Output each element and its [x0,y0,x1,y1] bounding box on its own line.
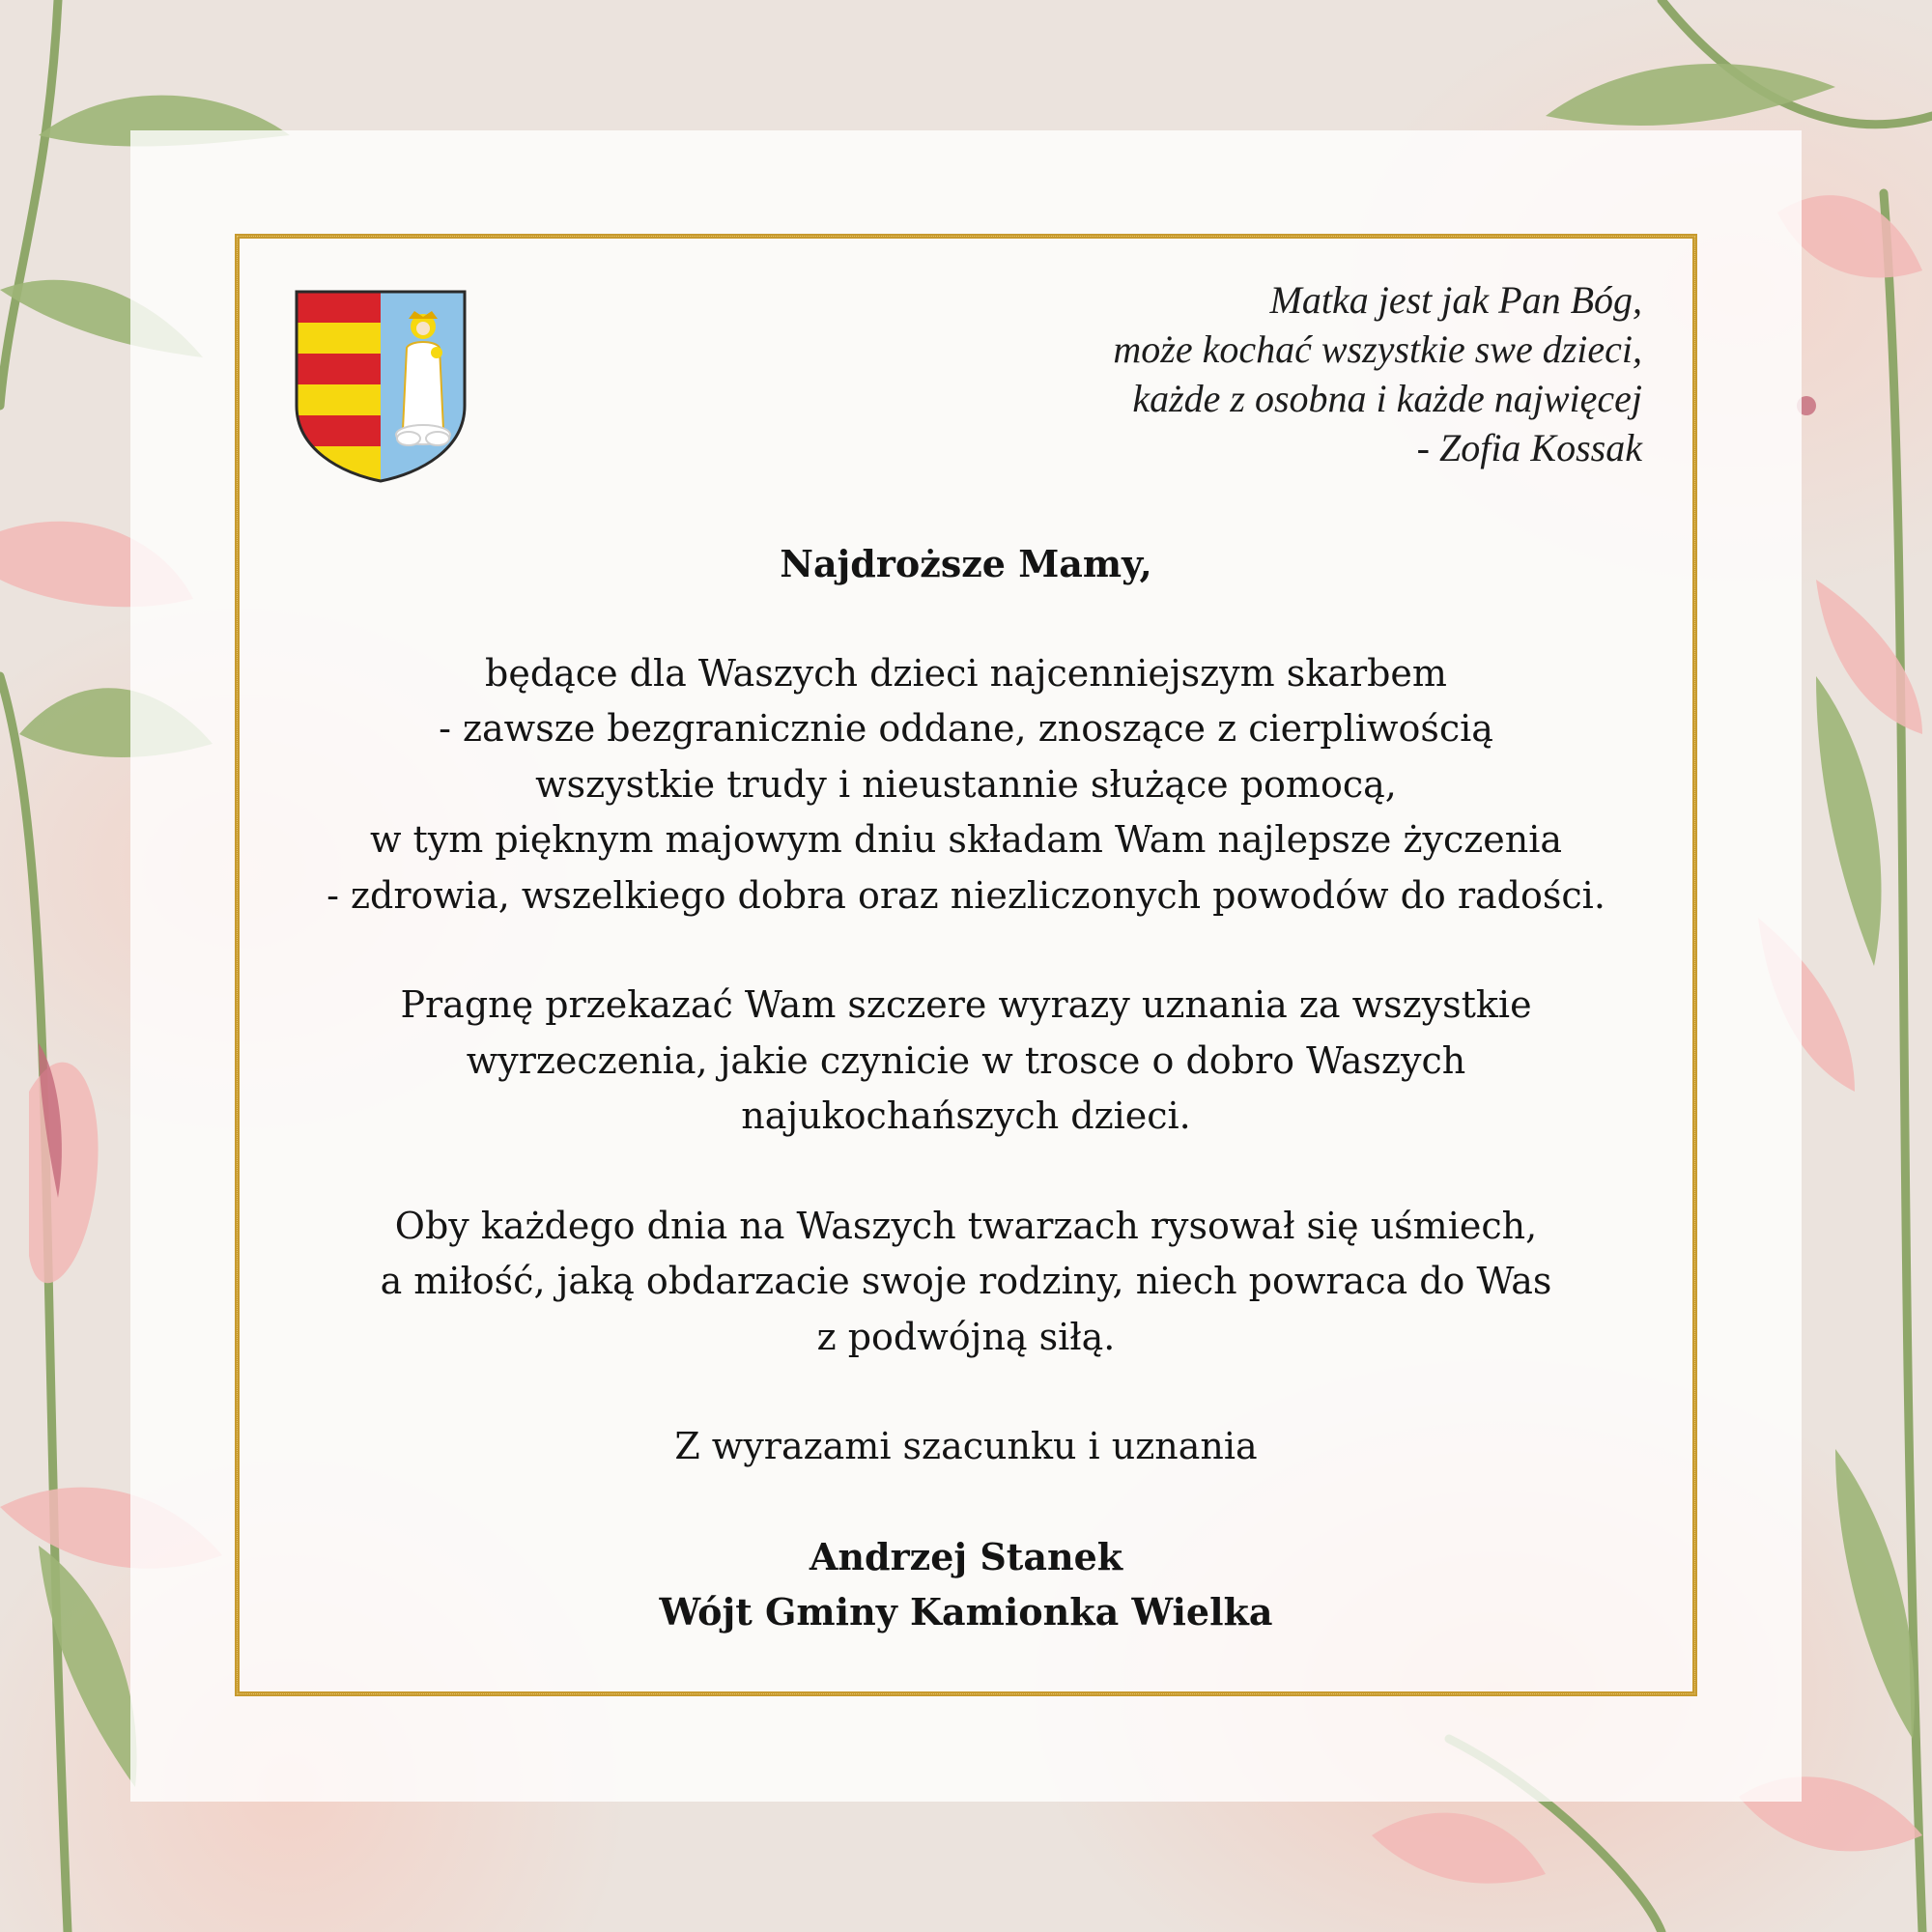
quote-line: Matka jest jak Pan Bóg, [1269,278,1642,322]
quote-line: może kochać wszystkie swe dzieci, [1113,327,1642,371]
text-line: z podwójną siłą. [816,1315,1116,1358]
text-line: a miłość, jaką obdarzacie swoje rodziny, niech powraca do Was [380,1260,1552,1302]
motto-quote [869,275,1642,472]
paragraph-hope [242,1199,1690,1366]
text-line: wszystkie trudy i nieustannie służące pomocą, [535,762,1397,806]
text-line: najukochańszych dzieci. [741,1094,1191,1137]
greeting: Najdroższe Mamy, [780,542,1152,585]
paragraph-wishes [242,646,1690,924]
coat-of-arms-icon [295,290,467,483]
quote-author: - Zofia Kossak [1416,426,1642,469]
signature-title: Wójt Gminy Kamionka Wielka [659,1590,1273,1634]
paragraph-recognition [242,978,1690,1145]
text-line: Oby każdego dnia na Waszych twarzach rysował się uśmiech, [394,1204,1538,1247]
text-line: wyrzeczenia, jakie czynicie w trosce o dobro Waszych [466,1038,1466,1082]
text-line: - zdrowia, wszelkiego dobra oraz niezliczonych powodów do radości. [327,873,1605,917]
text-line: będące dla Waszych dzieci najcenniejszym skarbem [485,651,1447,695]
quote-line: każde z osobna i każde najwięcej [1132,377,1642,420]
text-line: - zawsze bezgranicznie oddane, znoszące z cierpliwością [439,707,1493,750]
letter-body [242,536,1690,1640]
closing-phrase: Z wyrazami szacunku i uznania [674,1425,1258,1467]
signature-name: Andrzej Stanek [809,1534,1123,1578]
text-line: Pragnę przekazać Wam szczere wyrazy uznania za wszystkie [400,983,1532,1026]
text-line: w tym pięknym majowym dniu składam Wam najlepsze życzenia [369,818,1563,861]
